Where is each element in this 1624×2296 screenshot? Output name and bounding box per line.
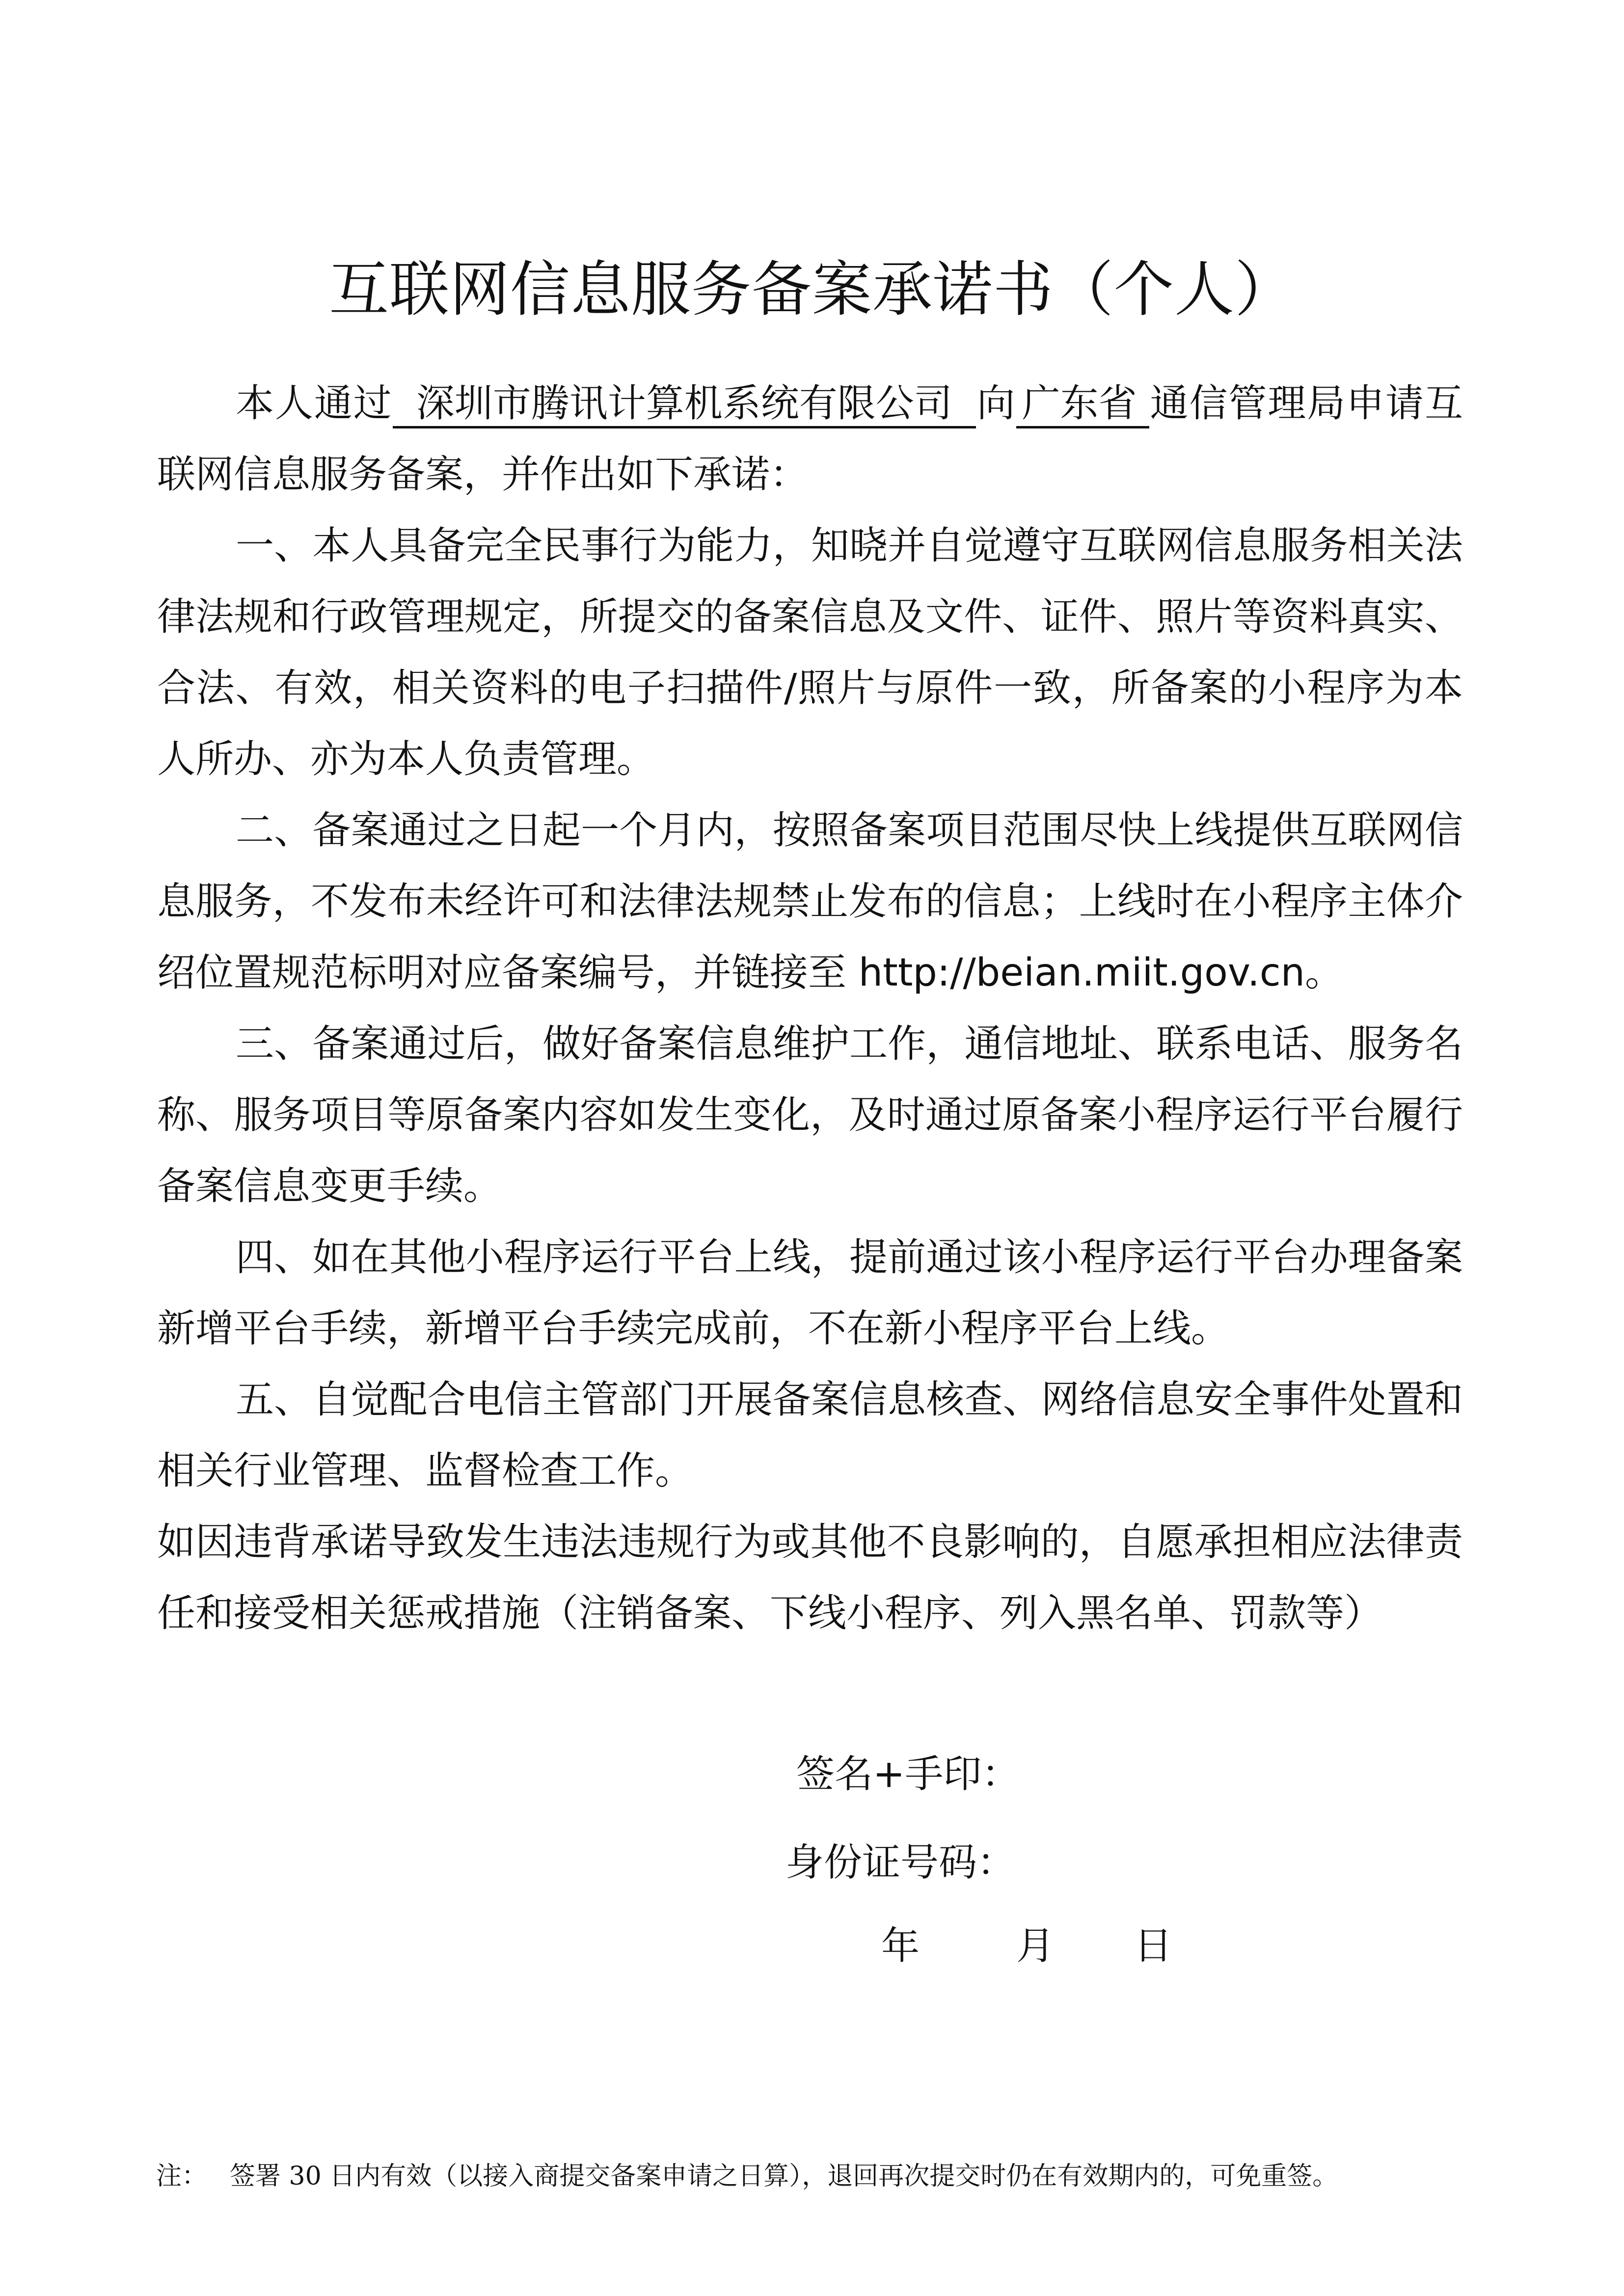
signature-label: 签名+手印： bbox=[796, 1752, 1020, 1796]
date-month-label: 月 bbox=[1016, 1924, 1055, 1968]
province-blank: 广东省 bbox=[1016, 382, 1149, 428]
footnote-text: 签署 30 日内有效（以接入商提交备案申请之日算），退回再次提交时仍在有效期内的，可免重签。 bbox=[230, 2162, 1338, 2191]
id-number-label: 身份证号码： bbox=[785, 1841, 1016, 1885]
date-year-label: 年 bbox=[881, 1924, 920, 1968]
footnote-label: 注： bbox=[156, 2162, 208, 2191]
company-name-blank: 深圳市腾讯计算机系统有限公司 bbox=[393, 382, 976, 428]
document-body bbox=[157, 368, 1463, 1649]
commitment-item-4: 四、如在其他小程序运行平台上线，提前通过该小程序运行平台办理备案新增平台手续，新增平台手续完成前，不在新小程序平台上线。 bbox=[157, 1235, 1463, 1351]
intro-middle: 向 bbox=[975, 381, 1016, 426]
commitment-item-5: 五、自觉配合电信主管部门开展备案信息核查、网络信息安全事件处置和相关行业管理、监督检查工作。 bbox=[157, 1378, 1463, 1493]
intro-prefix: 本人通过 bbox=[236, 381, 393, 426]
commitment-item-3: 三、备案通过后，做好备案信息维护工作，通信地址、联系电话、服务名称、服务项目等原备案内容如发生变化，及时通过原备案小程序运行平台履行备案信息变更手续。 bbox=[157, 1022, 1463, 1208]
intro-paragraph bbox=[157, 368, 1463, 510]
date-day-label: 日 bbox=[1134, 1924, 1173, 1968]
footnote bbox=[156, 2157, 1442, 2195]
commitment-item-2: 二、备案通过之日起一个月内，按照备案项目范围尽快上线提供互联网信息服务，不发布未经许可和法律法规禁止发布的信息；上线时在小程序主体介绍位置规范标明对应备案编号，并链接至 http://beian.miit.gov.cn。 bbox=[157, 808, 1463, 995]
document-title: 互联网信息服务备案承诺书（个人） bbox=[329, 255, 1295, 324]
commitment-item-1: 一、本人具备完全民事行为能力，知晓并自觉遵守互联网信息服务相关法律法规和行政管理规定，所提交的备案信息及文件、证件、照片等资料真实、合法、有效，相关资料的电子扫描件/照片与原件一致，所备案的小程序为本人所办、亦为本人负责管理。 bbox=[157, 524, 1463, 781]
intro-suffix: 通信管理局申请互联网信息服务备案，并作出如下承诺： bbox=[157, 381, 1463, 497]
closing-paragraph: 如因违背承诺导致发生违法违规行为或其他不良影响的，自愿承担相应法律责任和接受相关惩戒措施（注销备案、下线小程序、列入黑名单、罚款等） bbox=[157, 1520, 1463, 1635]
